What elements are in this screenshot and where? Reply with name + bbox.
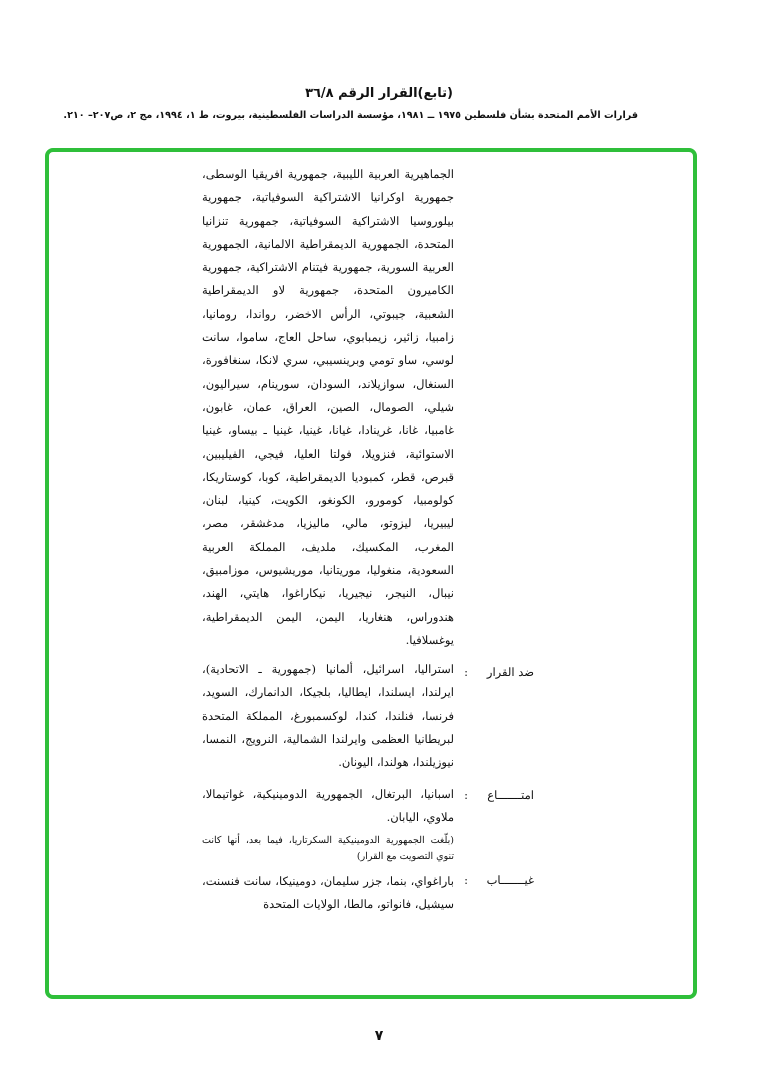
abstain-list: اسبانيا، البرتغال، الجمهورية الدومينيكية، غواتيمالا، ملاوي، اليابان. <box>202 787 454 825</box>
source-citation: قرارات الأمم المتحدة بشأن فلسطين ١٩٧٥ ــ ١٩٨١، مؤسسة الدراسات الفلسطينية، بيروت، ط ١، ١٩٩٤، مج ٢، ص٢٠٧– ٢١٠. <box>63 110 638 121</box>
against-colon: : <box>464 665 468 679</box>
page-title: (تابع)القرار الرقم ٣٦/٨ <box>305 86 453 101</box>
absent-label: غيـــــــاب <box>486 873 534 887</box>
against-list: استراليا، اسرائيل، ألمانيا (جمهورية ـ الاتحادية)، ايرلندا، ايسلندا، ايطاليا، بلجيكا، الدانمارك، السويد، فرنسا، فنلندا، كندا، لوكسمبورغ، المملكة المتحدة لبريطانيا العظمى وايرلندا الشمالية، النرويج، النمسا، نيوزيلندا، هولندا، اليونان. <box>202 662 454 770</box>
in-favor-list: الجماهيرية العربية الليبية، جمهورية افريقيا الوسطى، جمهورية اوكرانيا الاشتراكية السوفياتية، جمهورية بيلوروسيا الاشتراكية السوفياتية، جمهورية تنزانيا المتحدة، الجمهورية الديمقراطية الالمانية، الجمهورية العربية السورية، جمهورية فيتنام الاشتراكية، جمهورية الكاميرون المتحدة، جمهورية لاو الديمقراطية الشعبية، جيبوتي، الرأس الاخضر، رواندا، رومانيا، زامبيا، زائير، زيمبابوي، ساحل العاج، ساموا، سانت لوسي، ساو تومي وبرينسيبي، سري لانكا، سنغافورة، السنغال، سوازيلاند، السودان، سورينام، سيراليون، شيلي، الصومال، الصين، العراق، عمان، غابون، غامبيا، غانا، غرينادا، غيانا، غينيا، غينيا ـ بيساو، غينيا الاستوائية، فنزويلا، فولتا العليا، فيجي، الفيليبين، قبرص، قطر، كمبوديا الديمقراطية، كوبا، كوستاريكا، كولومبيا، كومورو، الكونغو، الكويت، كينيا، لبنان، ليبيريا، ليزوتو، مالي، ماليزيا، مدغشقر، مصر، المغرب، المكسيك، ملديف، المملكة العربية السعودية، منغوليا، موريتانيا، موريشيوس، موزامبيق، نيبال، النيجر، نيجيريا، نيكاراغوا، هايتي، الهند، هندوراس، هنغاريا، اليمن، اليمن الديمقراطية، يوغسلافيا. <box>202 167 454 647</box>
abstain-colon: : <box>464 788 468 802</box>
against-label: ضد القرار <box>486 665 534 679</box>
abstain-label: امتـــــــاع <box>487 788 534 802</box>
absent-list: باراغواي، بنما، جزر سليمان، دومينيكا، سانت فنسنت، سيشيل، فانواتو، مالطا، الولايات المتحدة <box>202 874 454 912</box>
abstain-note: (بلّغت الجمهورية الدومينيكية السكرتاريا، فيما بعد، أنها كانت تنوي التصويت مع القرار) <box>202 835 454 862</box>
absent-colon: : <box>464 873 468 887</box>
page-number: ٧ <box>374 1028 384 1044</box>
